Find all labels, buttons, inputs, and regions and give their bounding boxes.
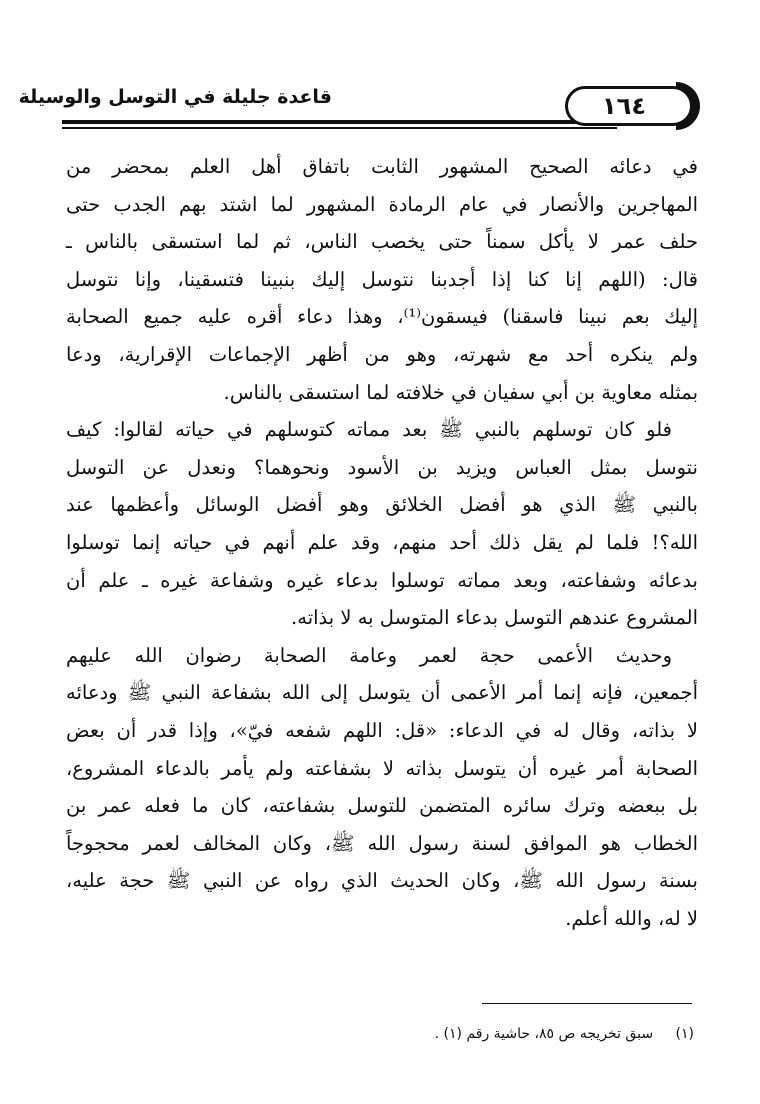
- text-line: الله؟! فلما لم يقل ذلك أحد منهم، وقد علم أنهم في حياته إنما توسلوا: [66, 530, 698, 554]
- text-line: بسنة رسول الله ﷺ، وكان الحديث الذي رواه عن النبي ﷺ حجة عليه،: [66, 869, 698, 893]
- main-text: [66, 148, 698, 937]
- text-line: حلف عمر لا يأكل سمناً حتى يخصب الناس، ثم لما استسقى بالناس ـ: [66, 230, 698, 254]
- header-rule-thick: [62, 120, 622, 124]
- text-line: في دعائه الصحيح المشهور الثابت باتفاق أهل العلم بمحضر من: [66, 155, 698, 178]
- footnote-separator: [482, 1003, 692, 1004]
- text-line: قال: (اللهم إنا كنا إذا أجدبنا نتوسل إليك بنبينا فتسقينا، وإنا نتوسل: [66, 267, 698, 291]
- running-header: [18, 80, 700, 130]
- text-line: بالنبي ﷺ الذي هو أفضل الخلائق وهو أفضل الوسائل وأعظمها عند: [66, 493, 698, 517]
- text-line: الخطاب هو الموافق لسنة رسول الله ﷺ، وكان المخالف لعمر محجوجاً: [66, 831, 698, 855]
- text-line: المهاجرين والأنصار في عام الرمادة المشهور لما اشتد بهم الجدب حتى: [66, 192, 698, 216]
- text-line: أجمعين، فإنه إنما أمر الأعمى أن يتوسل إلى الله بشفاعة النبي ﷺ ودعائه: [66, 681, 698, 705]
- text-line: لا له، والله أعلم.: [565, 906, 698, 930]
- text-line: وحديث الأعمى حجة لعمر وعامة الصحابة رضوان الله عليهم: [66, 643, 672, 667]
- footnote-text: سبق تخريجه ص ٨٥، حاشية رقم (١) .: [434, 1026, 654, 1042]
- text-line: فلو كان توسلهم بالنبي ﷺ بعد مماته كتوسلهم في حياته لقالوا: كيف: [66, 418, 672, 442]
- text-line: بل ببعضه وترك سائره المتضمن للتوسل بشفاعته، كان ما فعله عمر بن: [66, 794, 698, 818]
- text-line: بمثله معاوية بن أبي سفيان في خلافته لما استسقى بالناس.: [223, 380, 698, 404]
- text-line: ولم ينكره أحد مع شهرته، وهو من أظهر الإجماعات الإقرارية، ودعا: [66, 342, 698, 366]
- text-line: لا بذاته، وقال له في الدعاء: «قل: اللهم شفعه فيّ»، وإذا قدر أن بعض: [66, 718, 698, 742]
- text-line: المشروع عندهم التوسل بدعاء المتوسل به لا بذاته.: [291, 606, 698, 630]
- text-line: نتوسل بمثل العباس ويزيد بن الأسود ونحوهما؟ ونعدل عن التوسل: [66, 455, 698, 479]
- header-rule-thin: [62, 127, 617, 129]
- footnote-number: (١): [675, 1026, 694, 1042]
- text-line: إليك بعم نبينا فاسقنا) فيسقون⁽¹⁾، وهذا دعاء أقره عليه جميع الصحابة: [66, 305, 698, 329]
- footnote: [300, 1026, 694, 1042]
- text-line: بدعائه وشفاعته، وبعد مماته توسلوا بدعاء غيره وشفاعة غيره ـ علم أن: [66, 568, 698, 592]
- running-title: قاعدة جليلة في التوسل والوسيلة: [18, 86, 332, 108]
- page-number: ١٦٤: [602, 92, 646, 120]
- text-line: الصحابة أمر غيره أن يتوسل بذاته لا بشفاعته ولم يأمر بالدعاء المشروع،: [66, 756, 698, 780]
